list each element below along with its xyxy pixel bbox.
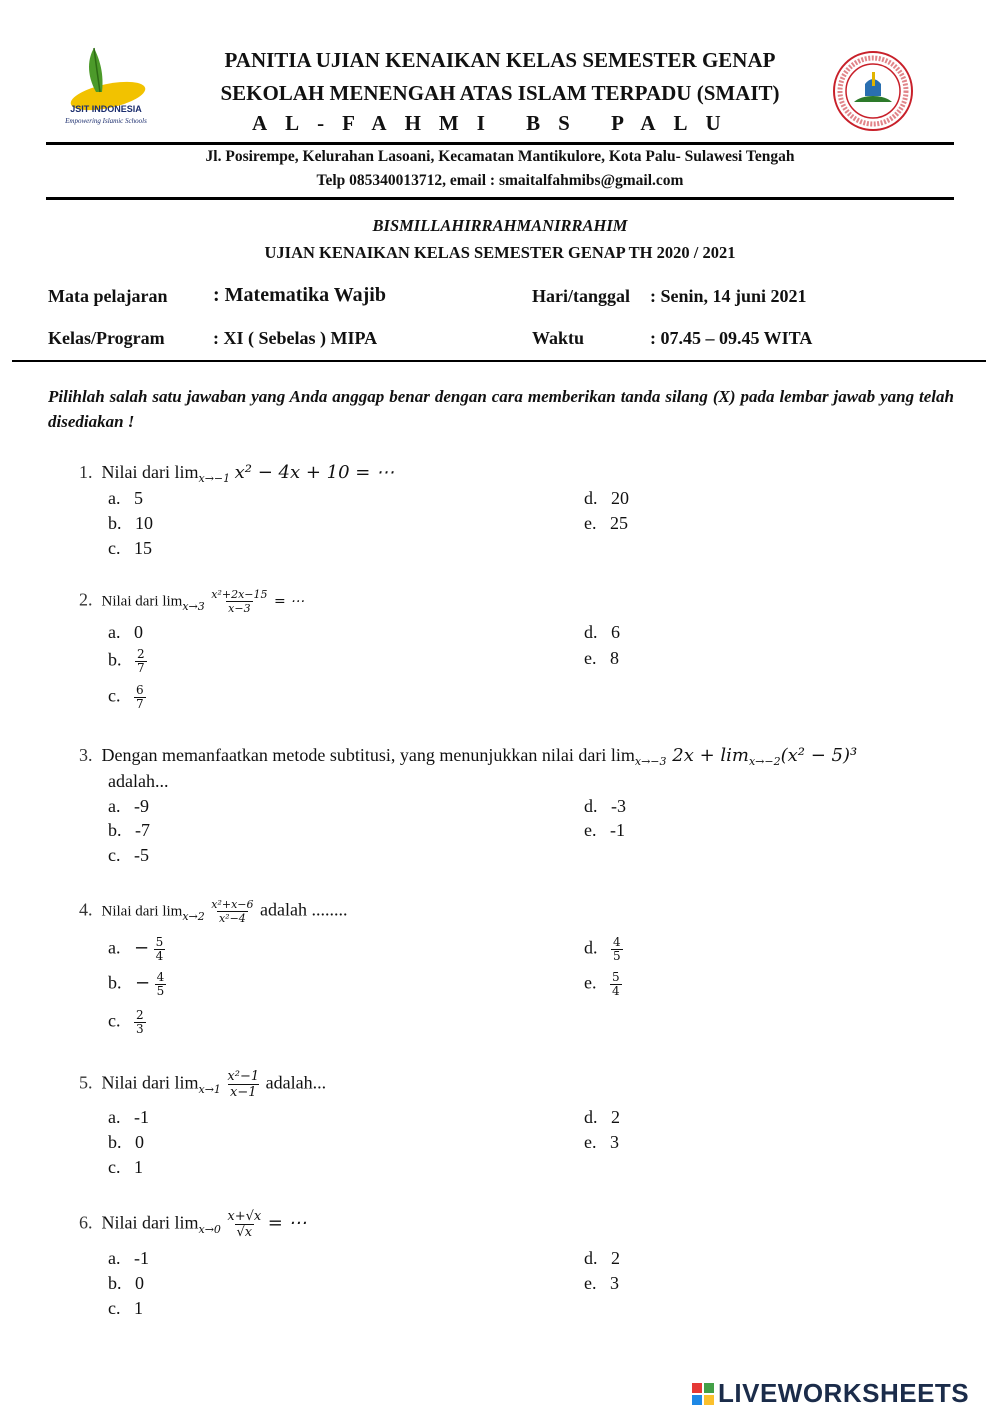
option-b[interactable]: b. -7: [108, 820, 150, 840]
limit-subscript: x→3: [182, 599, 205, 613]
option-e[interactable]: e. 8: [584, 648, 619, 668]
header-school-name: AL-FAHMI BS PALU: [252, 111, 739, 135]
option-c[interactable]: c. 15: [108, 538, 152, 558]
question-text: Nilai dari lim: [101, 903, 183, 920]
option-d[interactable]: d. 2: [584, 1107, 620, 1127]
day-value: : Senin, 14 juni 2021: [650, 286, 807, 306]
question-number: 5.: [79, 1072, 93, 1093]
question-suffix: adalah...: [265, 1072, 327, 1093]
question-3: 3. Dengan memanfaatkan metode subtitusi, yang menunjukkan nilai dari $\lim_{x\to-3} 2x + \lim_{x\to-2}(x^2 - 5)^3$: [79, 745, 858, 768]
liveworksheets-icon: [692, 1383, 714, 1405]
header-contact: Telp 085340013712, email : smaitalfahmibs@gmail.com: [316, 172, 684, 189]
header-rule-top: [46, 142, 954, 145]
option-e[interactable]: e. 3: [584, 1273, 619, 1293]
liveworksheets-text: LIVEWORKSHEETS: [718, 1378, 970, 1408]
limit-subscript: x→−1: [198, 472, 231, 485]
question-text: Nilai dari lim: [101, 593, 183, 610]
option-c[interactable]: c. 1: [108, 1298, 143, 1318]
question-text: Nilai dari lim: [101, 1072, 199, 1093]
question-fraction: $\frac{\text{x²+2x−15}}{x-3}$: [211, 588, 268, 615]
question-3-continuation: adalah...: [108, 771, 169, 791]
option-d[interactable]: d. 20: [584, 488, 629, 508]
option-d[interactable]: d. -3: [584, 796, 626, 816]
header-address: Jl. Posirempe, Kelurahan Lasoani, Kecamatan Mantikulore, Kota Palu- Sulawesi Tengah: [205, 148, 795, 165]
class-label: Kelas/Program: [48, 328, 165, 348]
question-2: [79, 588, 304, 615]
option-b[interactable]: b. − $\frac{4}{5}$: [108, 970, 165, 998]
question-text: Nilai dari lim: [101, 462, 199, 482]
option-b[interactable]: b. 0: [108, 1132, 144, 1152]
limit-subscript: x→0: [198, 1222, 221, 1236]
jsit-logo-tagline: Empowering Islamic Schools: [65, 117, 147, 125]
option-c[interactable]: c. $\frac{6}{7}$: [108, 683, 144, 711]
option-a[interactable]: a. -9: [108, 796, 149, 816]
option-e[interactable]: e. $\frac{5}{4}$: [584, 970, 620, 998]
question-fraction: $\frac{x+√x}{√x}$: [227, 1209, 262, 1240]
question-suffix: = ⋯: [267, 1212, 307, 1234]
instruction: Pilihlah salah satu jawaban yang Anda anggap benar dengan cara memberikan tanda silang (X) pada lembar jawab yang telah disediakan !: [48, 387, 954, 431]
question-text: Dengan memanfaatkan metode subtitusi, yang menunjukkan nilai dari lim: [101, 745, 635, 765]
option-d[interactable]: d. 6: [584, 622, 620, 642]
option-e[interactable]: e. 25: [584, 513, 628, 533]
option-b[interactable]: b. $\frac{2}{7}$: [108, 647, 145, 675]
header-school: SEKOLAH MENENGAH ATAS ISLAM TERPADU (SMAIT): [220, 81, 780, 105]
time-label: Waktu: [532, 328, 585, 348]
option-a[interactable]: a. 0: [108, 622, 143, 642]
option-b[interactable]: b. 10: [108, 513, 153, 533]
question-text: Nilai dari lim: [101, 1212, 199, 1233]
question-fraction: $\frac{\text{x²−1}}{x-1}$: [227, 1069, 260, 1100]
option-a[interactable]: a. -1: [108, 1248, 149, 1268]
jsit-logo-text: JSIT INDONESIA: [70, 104, 142, 114]
question-number: 4.: [79, 899, 93, 920]
info-rule: [12, 360, 986, 362]
basmalah: BISMILLAHIRRAHMANIRRAHIM: [372, 216, 628, 235]
option-a[interactable]: a. − $\frac{5}{4}$: [108, 935, 164, 963]
question-number: 2.: [79, 589, 93, 610]
header-rule-bottom: [46, 197, 954, 200]
option-d[interactable]: d. 2: [584, 1248, 620, 1268]
option-c[interactable]: c. $\frac{2}{3}$: [108, 1008, 144, 1036]
question-6: [79, 1209, 307, 1240]
question-number: 3.: [79, 745, 93, 765]
question-fraction: $\frac{\text{x²+x−6}}{\text{x²−4}}$: [211, 898, 254, 925]
question-suffix: = ⋯: [274, 593, 305, 610]
header-committee: PANITIA UJIAN KENAIKAN KELAS SEMESTER GENAP: [224, 48, 776, 72]
limit-subscript: x→1: [198, 1082, 221, 1096]
question-4: [79, 898, 347, 925]
option-b[interactable]: b. 0: [108, 1273, 144, 1293]
class-value: : XI ( Sebelas ) MIPA: [213, 328, 378, 348]
option-a[interactable]: a. 5: [108, 488, 143, 508]
option-d[interactable]: d. $\frac{4}{5}$: [584, 935, 621, 963]
option-e[interactable]: e. -1: [584, 820, 625, 840]
limit-subscript: x→2: [182, 909, 205, 923]
time-value: : 07.45 – 09.45 WITA: [650, 328, 813, 348]
subject-label: Mata pelajaran: [48, 286, 168, 306]
question-number: 1.: [79, 462, 93, 482]
question-expression: x² − 4x + 10 = ⋯: [234, 462, 395, 483]
option-a[interactable]: a. -1: [108, 1107, 149, 1127]
liveworksheets-logo[interactable]: [692, 1378, 969, 1409]
subject-value: : Matematika Wajib: [213, 284, 386, 306]
exam-title: UJIAN KENAIKAN KELAS SEMESTER GENAP TH 2020 / 2021: [264, 243, 736, 262]
question-1: [79, 462, 394, 483]
option-c[interactable]: c. 1: [108, 1157, 143, 1177]
day-label: Hari/tanggal: [532, 286, 630, 306]
option-e[interactable]: e. 3: [584, 1132, 619, 1152]
question-5: [79, 1069, 326, 1100]
question-number: 6.: [79, 1212, 93, 1233]
question-suffix: adalah ........: [260, 899, 348, 920]
option-c[interactable]: c. -5: [108, 845, 149, 865]
